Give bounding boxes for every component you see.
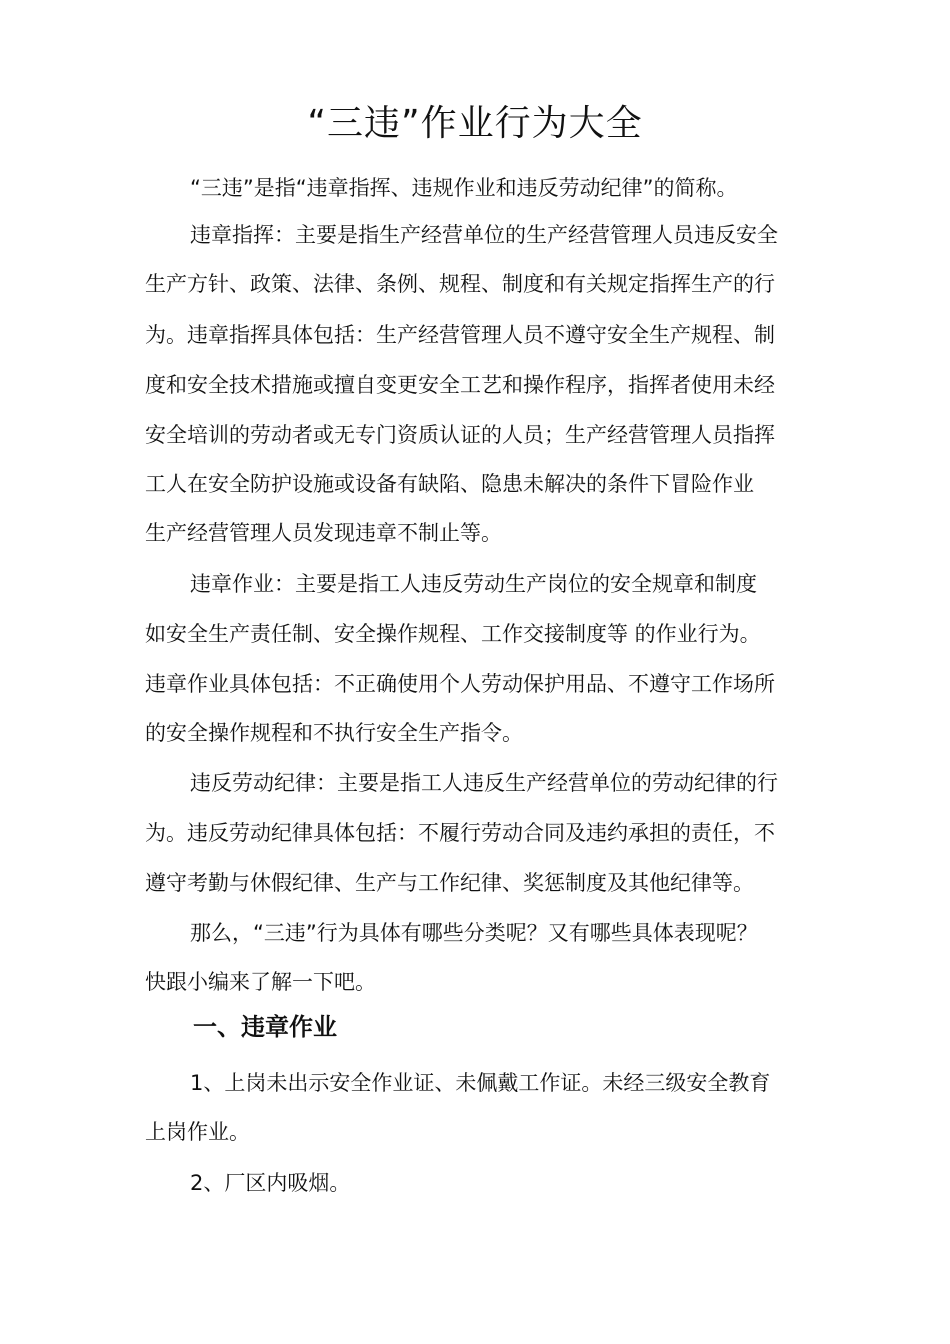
paragraph-line: 快跟小编来了解一下吧。: [145, 970, 376, 994]
paragraph-line: 为。违章指挥具体包括：生产经营管理人员不遵守安全生产规程、制: [145, 323, 775, 347]
paragraph-line: 为。违反劳动纪律具体包括：不履行劳动合同及违约承担的责任，不: [145, 821, 775, 845]
section-heading: 一、违章作业: [193, 1013, 337, 1041]
paragraph-line: 违章作业具体包括：不正确使用个人劳动保护用品、不遵守工作场所: [145, 672, 775, 696]
paragraph-line: 那么，“三违”行为具体有哪些分类呢？又有哪些具体表现呢？: [190, 921, 758, 945]
list-item-line: 2、厂区内吸烟。: [190, 1171, 351, 1195]
paragraph-line: 违章作业：主要是指工人违反劳动生产岗位的安全规章和制度: [190, 572, 757, 596]
paragraph-line: 如安全生产责任制、安全操作规程、工作交接制度等 的作业行为。: [145, 622, 761, 646]
paragraph-line: 生产方针、政策、法律、条例、规程、制度和有关规定指挥生产的行: [145, 272, 775, 296]
paragraph-line: 生产经营管理人员发现违章不制止等。: [145, 521, 502, 545]
paragraph-line: 工人在安全防护设施或设备有缺陷、隐患未解决的条件下冒险作业: [145, 472, 754, 496]
paragraph-line: 违反劳动纪律：主要是指工人违反生产经营单位的劳动纪律的行: [190, 771, 778, 795]
paragraph-line: 度和安全技术措施或擅自变更安全工艺和操作程序，指挥者使用未经: [145, 373, 775, 397]
list-item-line: 上岗作业。: [145, 1120, 250, 1144]
document-title: “三违”作业行为大全: [307, 103, 643, 144]
paragraph-line: 遵守考勤与休假纪律、生产与工作纪律、奖惩制度及其他纪律等。: [145, 871, 754, 895]
paragraph-line: 安全培训的劳动者或无专门资质认证的人员；生产经营管理人员指挥: [145, 423, 775, 447]
paragraph-line: “三违”是指“违章指挥、违规作业和违反劳动纪律”的简称。: [190, 176, 738, 200]
paragraph-line: 违章指挥：主要是指生产经营单位的生产经营管理人员违反安全: [190, 223, 778, 247]
paragraph-line: 的安全操作规程和不执行安全生产指令。: [145, 721, 523, 745]
list-item-line: 1、上岗未出示安全作业证、未佩戴工作证。未经三级安全教育: [190, 1071, 771, 1095]
